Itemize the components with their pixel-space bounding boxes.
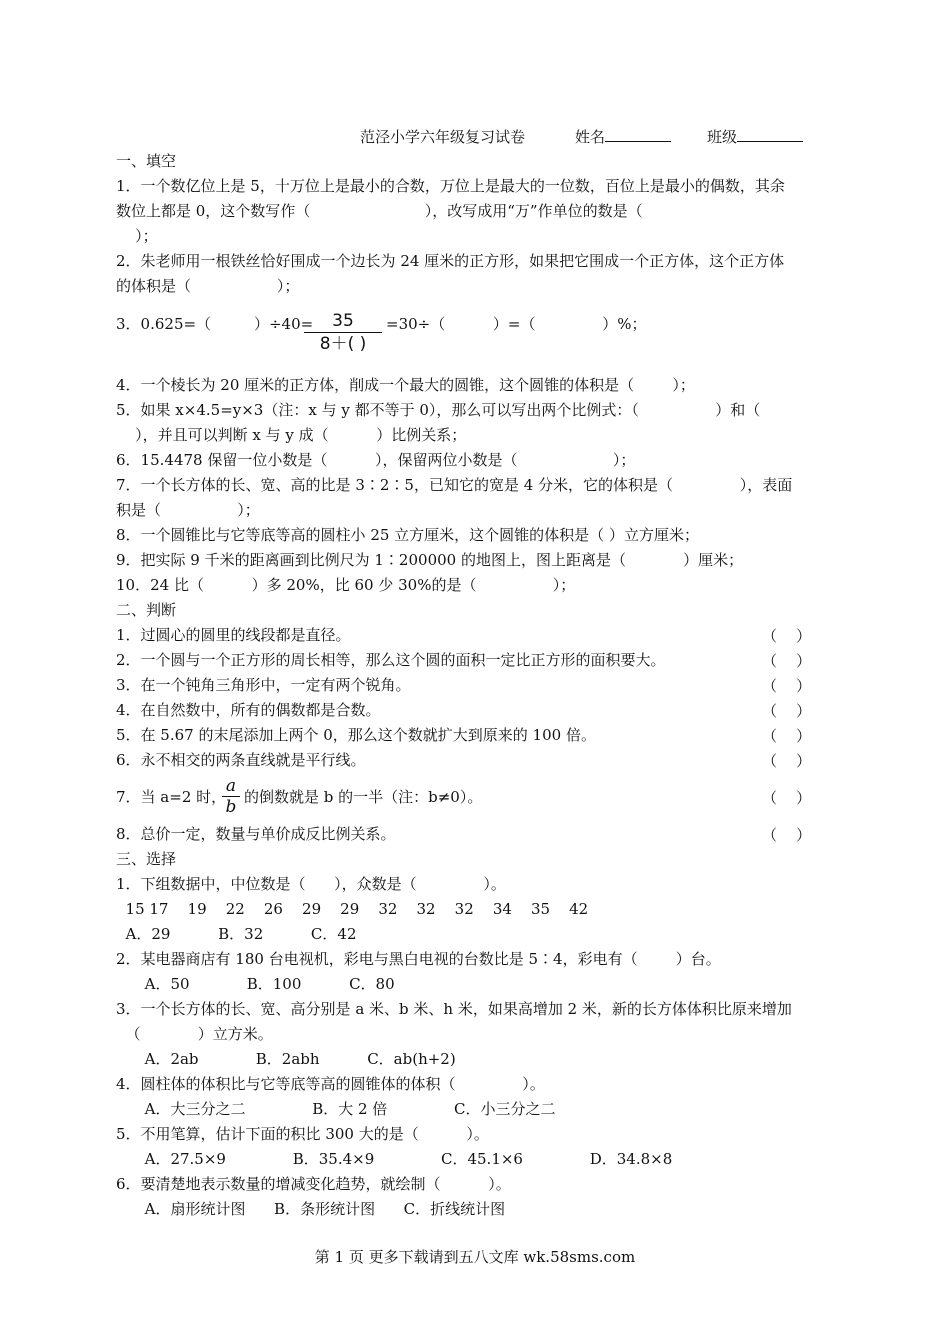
question-line: 8．一个圆锥比与它等底等高的圆柱小 25 立方厘米，这个圆锥的体积是（ ）立方厘米； [116, 526, 699, 544]
question-line: 4．一个棱长为 20 厘米的正方体，削成一个最大的圆锥，这个圆锥的体积是（ ）； [116, 376, 695, 394]
section-heading-fill: 一、填空 [116, 152, 177, 170]
fraction-35 [302, 310, 384, 355]
exam-header [360, 126, 803, 147]
question-line: 6．15.4478 保留一位小数是（ ），保留两位小数是（ ）； [116, 451, 636, 469]
fraction-a-over-b [222, 776, 240, 817]
judge-item: 5．在 5.67 的末尾添加上两个 0，那么这个数就扩大到原来的 100 倍。 [116, 726, 596, 744]
question-line: 5．如果 x×4.5=y×3（注：x 与 y 都不等于 0），那么可以写出两个比例式：（ ）和（ [116, 401, 761, 419]
answer-paren[interactable]: （ ） [762, 789, 812, 807]
choice-line: 6．要清楚地表示数量的增减变化趋势，就绘制（ ）。 [116, 1175, 511, 1193]
question-line: ）； [116, 227, 158, 245]
question-line: 3．0.625=（ ）÷40= [116, 315, 314, 333]
judge-item: 1．过圆心的圆里的线段都是直径。 [116, 626, 351, 644]
section-heading-choice: 三、选择 [116, 850, 177, 868]
judge-item: 2．一个圆与一个正方形的周长相等，那么这个圆的面积一定比正方形的面积要大。 [116, 651, 666, 669]
answer-paren[interactable]: （ ） [762, 627, 812, 645]
fraction-denominator: 8＋( ) [319, 334, 367, 354]
class-blank[interactable] [737, 127, 803, 142]
choice-line: 15 17 19 22 26 29 29 32 32 32 34 35 42 [116, 900, 589, 918]
answer-paren[interactable]: （ ） [762, 702, 812, 720]
question-line: ），并且可以判断 x 与 y 成（ ）比例关系； [116, 426, 467, 444]
class-label: 班级 [707, 128, 738, 146]
fraction-numerator: a [225, 776, 237, 796]
judge-item: 8．总价一定，数量与单价成反比例关系。 [116, 825, 396, 843]
choice-line: A．扇形统计图 B．条形统计图 C．折线统计图 [116, 1200, 506, 1218]
fraction-denominator: b [225, 797, 237, 817]
question-line: 9．把实际 9 千米的距离画到比例尺为 1∶200000 的地图上，图上距离是（ ）厘米； [116, 551, 744, 569]
question-line: =30÷（ ）=（ ）%； [386, 315, 647, 333]
question-line: 数位上都是 0，这个数写作（ ），改写成用“万”作单位的数是（ [116, 202, 643, 220]
judge-item: 的倒数就是 b 的一半（注：b≠0）。 [244, 788, 483, 806]
page-footer: 第 1 页 更多下载请到五八文库 wk.58sms.com [314, 1248, 636, 1266]
section-heading-judge: 二、判断 [116, 601, 177, 619]
question-line: 积是（ ）； [116, 501, 260, 519]
judge-item: 6．永不相交的两条直线就是平行线。 [116, 751, 366, 769]
question-line: 2．朱老师用一根铁丝恰好围成一个边长为 24 厘米的正方形，如果把它围成一个正方体，这个正方体 [116, 252, 785, 270]
choice-line: （ ）立方米。 [116, 1025, 273, 1043]
choice-line: 2．某电器商店有 180 台电视机，彩电与黑白电视的台数比是 5∶4，彩电有（ ）台。 [116, 950, 721, 968]
choice-line: 3．一个长方体的长、宽、高分别是 a 米、b 米、h 米，如果高增加 2 米，新的长方体体积比原来增加 [116, 1000, 792, 1018]
fraction-numerator: 35 [332, 311, 354, 331]
choice-line: A．2ab B．2abh C．ab(h+2) [116, 1050, 456, 1068]
choice-line: A．大三分之二 B．大 2 倍 C．小三分之二 [116, 1100, 556, 1118]
answer-paren[interactable]: （ ） [762, 826, 812, 844]
answer-paren[interactable]: （ ） [762, 752, 812, 770]
answer-paren[interactable]: （ ） [762, 677, 812, 695]
question-line: 1．一个数亿位上是 5，十万位上是最小的合数，万位上是最大的一位数，百位上是最小的偶数，其余 [116, 177, 785, 195]
judge-item: 7．当 a=2 时， [116, 788, 227, 806]
judge-item: 3．在一个钝角三角形中，一定有两个锐角。 [116, 676, 411, 694]
name-label: 姓名 [575, 128, 606, 146]
choice-line: A．27.5×9 B．35.4×9 C．45.1×6 D．34.8×8 [116, 1150, 673, 1168]
exam-title: 范泾小学六年级复习试卷 [360, 128, 526, 146]
name-blank[interactable] [605, 127, 671, 142]
question-line: 7．一个长方体的长、宽、高的比是 3∶2∶5，已知它的宽是 4 分米，它的体积是（ ），表面 [116, 476, 793, 494]
choice-line: 1．下组数据中，中位数是（ ），众数是（ ）。 [116, 875, 506, 893]
answer-paren[interactable]: （ ） [762, 727, 812, 745]
answer-paren[interactable]: （ ） [762, 652, 812, 670]
question-line: 的体积是（ ）； [116, 277, 300, 295]
choice-line: 4．圆柱体的体积比与它等底等高的圆锥体的体积（ ）。 [116, 1075, 545, 1093]
choice-line: A．50 B．100 C．80 [116, 975, 395, 993]
choice-line: 5．不用笔算，估计下面的积比 300 大的是（ ）。 [116, 1125, 489, 1143]
choice-line: A．29 B．32 C．42 [116, 925, 357, 943]
question-line: 10．24 比（ ）多 20%，比 60 少 30%的是（ ）； [116, 576, 576, 594]
judge-item: 4．在自然数中，所有的偶数都是合数。 [116, 701, 381, 719]
